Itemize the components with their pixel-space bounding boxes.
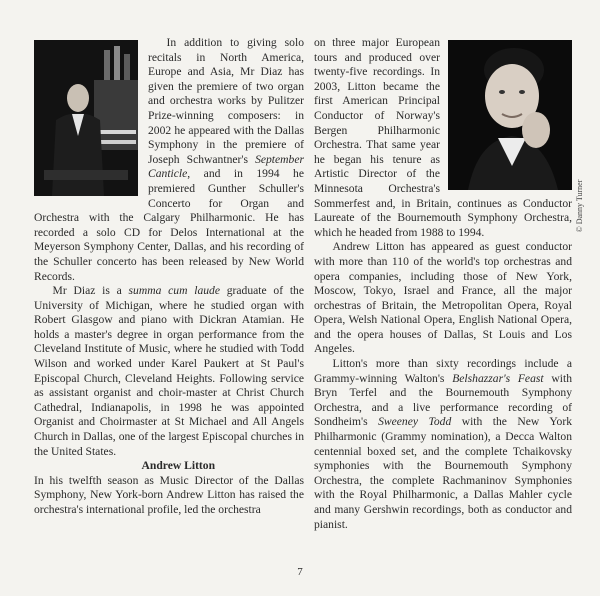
litton-paragraph-2: Andrew Litton has appeared as guest conductor with more than 110 of the world's top orchestras and opera companies, including those of New York, Moscow, Tokyo, Israel and France, all the major orchestras of Britain, the Metropolitan Opera, Royal Opera, Welsh National Opera, English National Opera, and the opera houses of Dallas, St Louis and Los Angeles. <box>314 240 572 356</box>
page-number: 7 <box>297 566 303 578</box>
right-column <box>314 36 585 532</box>
litton-paragraph-3: Litton's more than sixty recordings include a Grammy-winning Walton's Belshazzar's Feast with Bryn Terfel and the Bournemouth Symphony Orchestra, and a live performance recording of Sondheim's Sweeney Todd with the New York Philharmonic (Grammy nomination), a Decca Walton centennial boxed set, and the complete Tchaikovsky symphonies with the Bournemouth Symphony Orchestra, the complete Rachmaninov Symphonies with the Royal Philharmonic, a Dallas Mahler cycle and many Gershwin recordings, both as conductor and pianist. <box>314 357 572 531</box>
left-column <box>34 36 304 518</box>
section-heading: Andrew Litton <box>141 459 216 473</box>
diaz-paragraph-2: Mr Diaz is a summa cum laude graduate of the University of Michigan, where he studied organ with Robert Glasgow and piano with Dickran Atamian. He holds a master's degree in organ performance from the Cleveland Institute of Music, where he studied with Todd Wilson and worked under Karel Paukert at St Paul's Episcopal Church, Cleveland Heights. Following service as assistant organist and choir-master at Christ Church Cathedral, Indianapolis, in 1998 he was appointed Organist and Choirmaster at St Michael and All Angels Church in Dallas, one of the largest Episcopal churches in the United States. <box>34 284 304 458</box>
photo-credit: © Danny Turner <box>575 180 585 233</box>
litton-paragraph-intro: In his twelfth season as Music Director of the Dallas Symphony, New York-born Andrew Litton has raised the orchestra's international profile, led the orchestra <box>34 473 304 516</box>
organist-photo-graphic <box>34 40 138 196</box>
conductor-photo <box>448 40 585 233</box>
diaz-paragraph-1: In addition to giving solo recitals in North America, Europe and Asia, Mr Diaz has given the premiere of two organ and orchestra works by Pulitzer Prize-winning composers: in 2002 he appeared with the Dallas Symphony in the premiere of Joseph Schwantner's September Canticle, and in 1994 he premiered Gunther Schuller's Concerto for Organ and Orchestra with the Calgary Philharmonic. He has recorded a solo CD for Delos International at the Meyerson Symphony Center, Dallas, and his recording of the Schuller concerto has been released by New World Records. <box>34 36 304 283</box>
organist-photo <box>34 40 138 196</box>
conductor-photo-graphic <box>448 40 572 190</box>
litton-paragraph-1: on three major European tours and produced over twenty-five recordings. In 2003, Litton became the first American Principal Conductor of Norway's Bergen Philharmonic Orchestra. That same year he began his tenure as Artistic Director of the Minnesota Orchestra's Sommerfest and, in Britain, continues as Conductor Laureate of the Bournemouth Symphony Orchestra, which he headed from 1988 to 1994. <box>314 36 572 239</box>
